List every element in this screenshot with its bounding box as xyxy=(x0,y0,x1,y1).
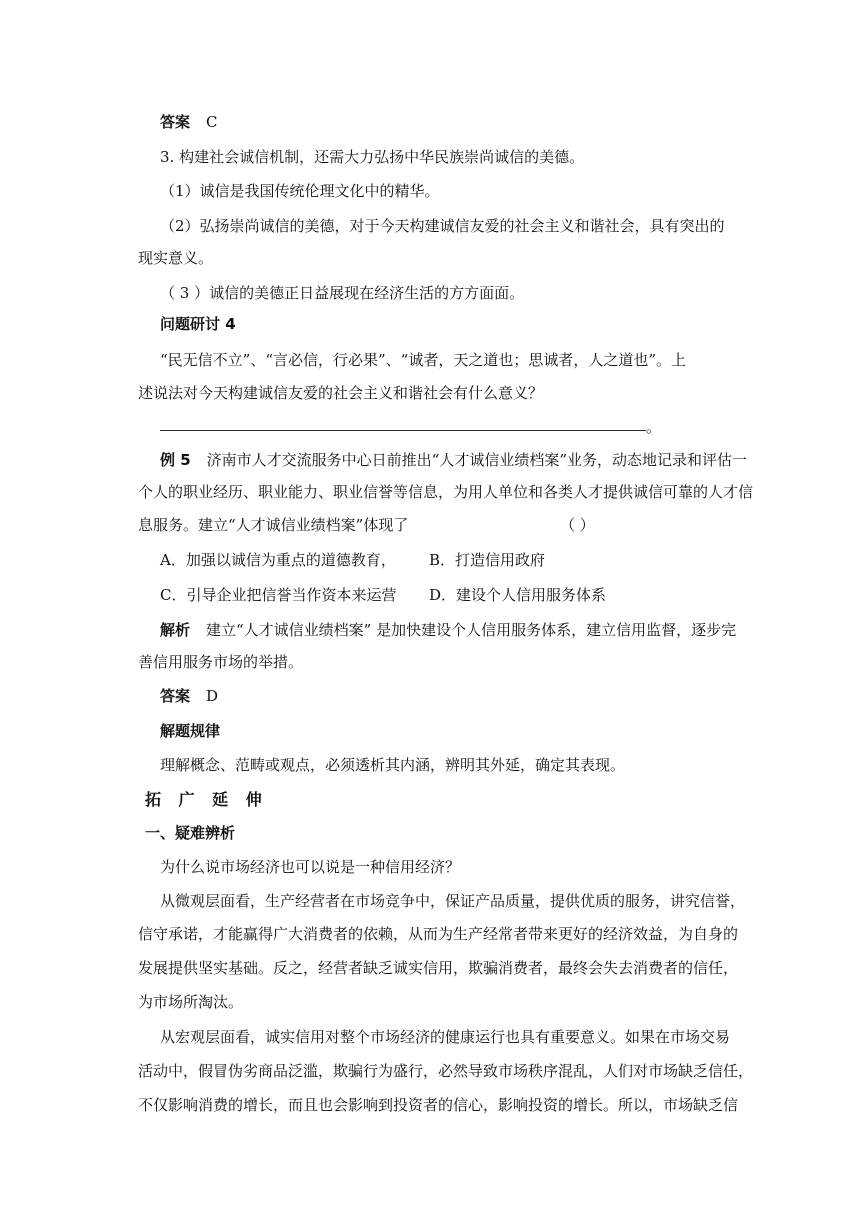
micro-paragraph-line-2: 信守承诺，才能赢得广大消费者的依赖，从而为生产经常者带来更好的经济效益，为自身的 xyxy=(138,925,739,943)
research-question-text: “民无信不立”、“言必信，行必果”、“诚者，天之道也；思诚者，人之道也”。上 xyxy=(160,351,687,369)
answer-blank-period: 。 xyxy=(646,418,662,436)
answer-parentheses: （ ） xyxy=(560,516,595,534)
example-5-line-1 xyxy=(160,450,747,470)
difficulty-subheading: 一、疑难辨析 xyxy=(145,824,236,842)
analysis-line-2: 善信用服务市场的举措。 xyxy=(138,653,304,671)
micro-paragraph-line-3: 发展提供坚实基础。反之，经营者缺乏诚实信用，欺骗消费者，最终会失去消费者的信任， xyxy=(138,959,739,977)
point-3-item-3: （ 3 ）诚信的美德正日益展现在经济生活的方方面面。 xyxy=(160,284,525,302)
analysis-line-1 xyxy=(160,620,736,640)
example-label: 例 5 xyxy=(160,451,191,469)
research-question-text-cont: 述说法对今天构建诚信友爱的社会主义和谐社会有什么意义？ xyxy=(138,384,544,402)
option-b: B．打造信用政府 xyxy=(429,551,546,569)
answer-line-2 xyxy=(160,686,218,706)
option-c: C．引导企业把信誉当作资本来运营 xyxy=(160,586,397,604)
answer-value-2: D xyxy=(206,687,219,705)
macro-paragraph-line-1: 从宏观层面看，诚实信用对整个市场经济的健康运行也具有重要意义。如果在市场交易 xyxy=(160,1028,731,1046)
extension-section-title: 拓 广 延 伸 xyxy=(145,790,268,809)
micro-paragraph-line-1: 从微观层面看，生产经营者在市场竞争中，保证产品质量，提供优质的服务，讲究信誉， xyxy=(160,892,746,910)
question-text: 为什么说市场经济也可以说是一种信用经济？ xyxy=(160,858,461,876)
example-5-line-3: 息服务。建立“人才诚信业绩档案”体现了 xyxy=(138,516,409,534)
answer-blank-line xyxy=(160,430,646,431)
analysis-text: 建立“人才诚信业绩档案” 是加快建设个人信用服务体系，建立信用监督，逐步完 xyxy=(206,621,737,639)
micro-paragraph-line-4: 为市场所淘汰。 xyxy=(138,993,244,1011)
answer-label: 答案 xyxy=(160,113,191,131)
point-3-item-2: （2）弘扬崇尚诚信的美德，对于今天构建诚信友爱的社会主义和谐社会，具有突出的 xyxy=(160,217,725,235)
point-3-heading: 3. 构建社会诚信机制，还需大力弘扬中华民族崇尚诚信的美德。 xyxy=(160,148,585,166)
answer-line-1 xyxy=(160,112,218,132)
example-5-line-2: 个人的职业经历、职业能力、职业信誉等信息，为用人单位和各类人才提供诚信可靠的人才信 xyxy=(138,483,754,501)
point-3-item-2-cont: 现实意义。 xyxy=(138,249,214,267)
option-a: A．加强以诚信为重点的道德教育， xyxy=(160,551,396,569)
example-text: 济南市人才交流服务中心日前推出“人才诚信业绩档案”业务，动态地记录和评估一 xyxy=(206,451,748,469)
solving-rule-text: 理解概念、范畴或观点，必须透析其内涵，辨明其外延，确定其表现。 xyxy=(160,756,626,774)
answer-value: C xyxy=(206,113,218,131)
macro-paragraph-line-2: 活动中，假冒伪劣商品泛滥，欺骗行为盛行，必然导致市场秩序混乱，人们对市场缺乏信任， xyxy=(138,1062,754,1080)
point-3-item-1: （1）诚信是我国传统伦理文化中的精华。 xyxy=(160,182,440,200)
analysis-label: 解析 xyxy=(160,621,191,639)
option-d: D．建设个人信用服务体系 xyxy=(429,586,607,604)
research-question-heading: 问题研讨 4 xyxy=(160,315,236,333)
macro-paragraph-line-3: 不仅影响消费的增长，而且也会影响到投资者的信心，影响投资的增长。所以，市场缺乏信 xyxy=(138,1096,739,1114)
answer-label-2: 答案 xyxy=(160,687,191,705)
solving-rule-heading: 解题规律 xyxy=(160,722,221,740)
